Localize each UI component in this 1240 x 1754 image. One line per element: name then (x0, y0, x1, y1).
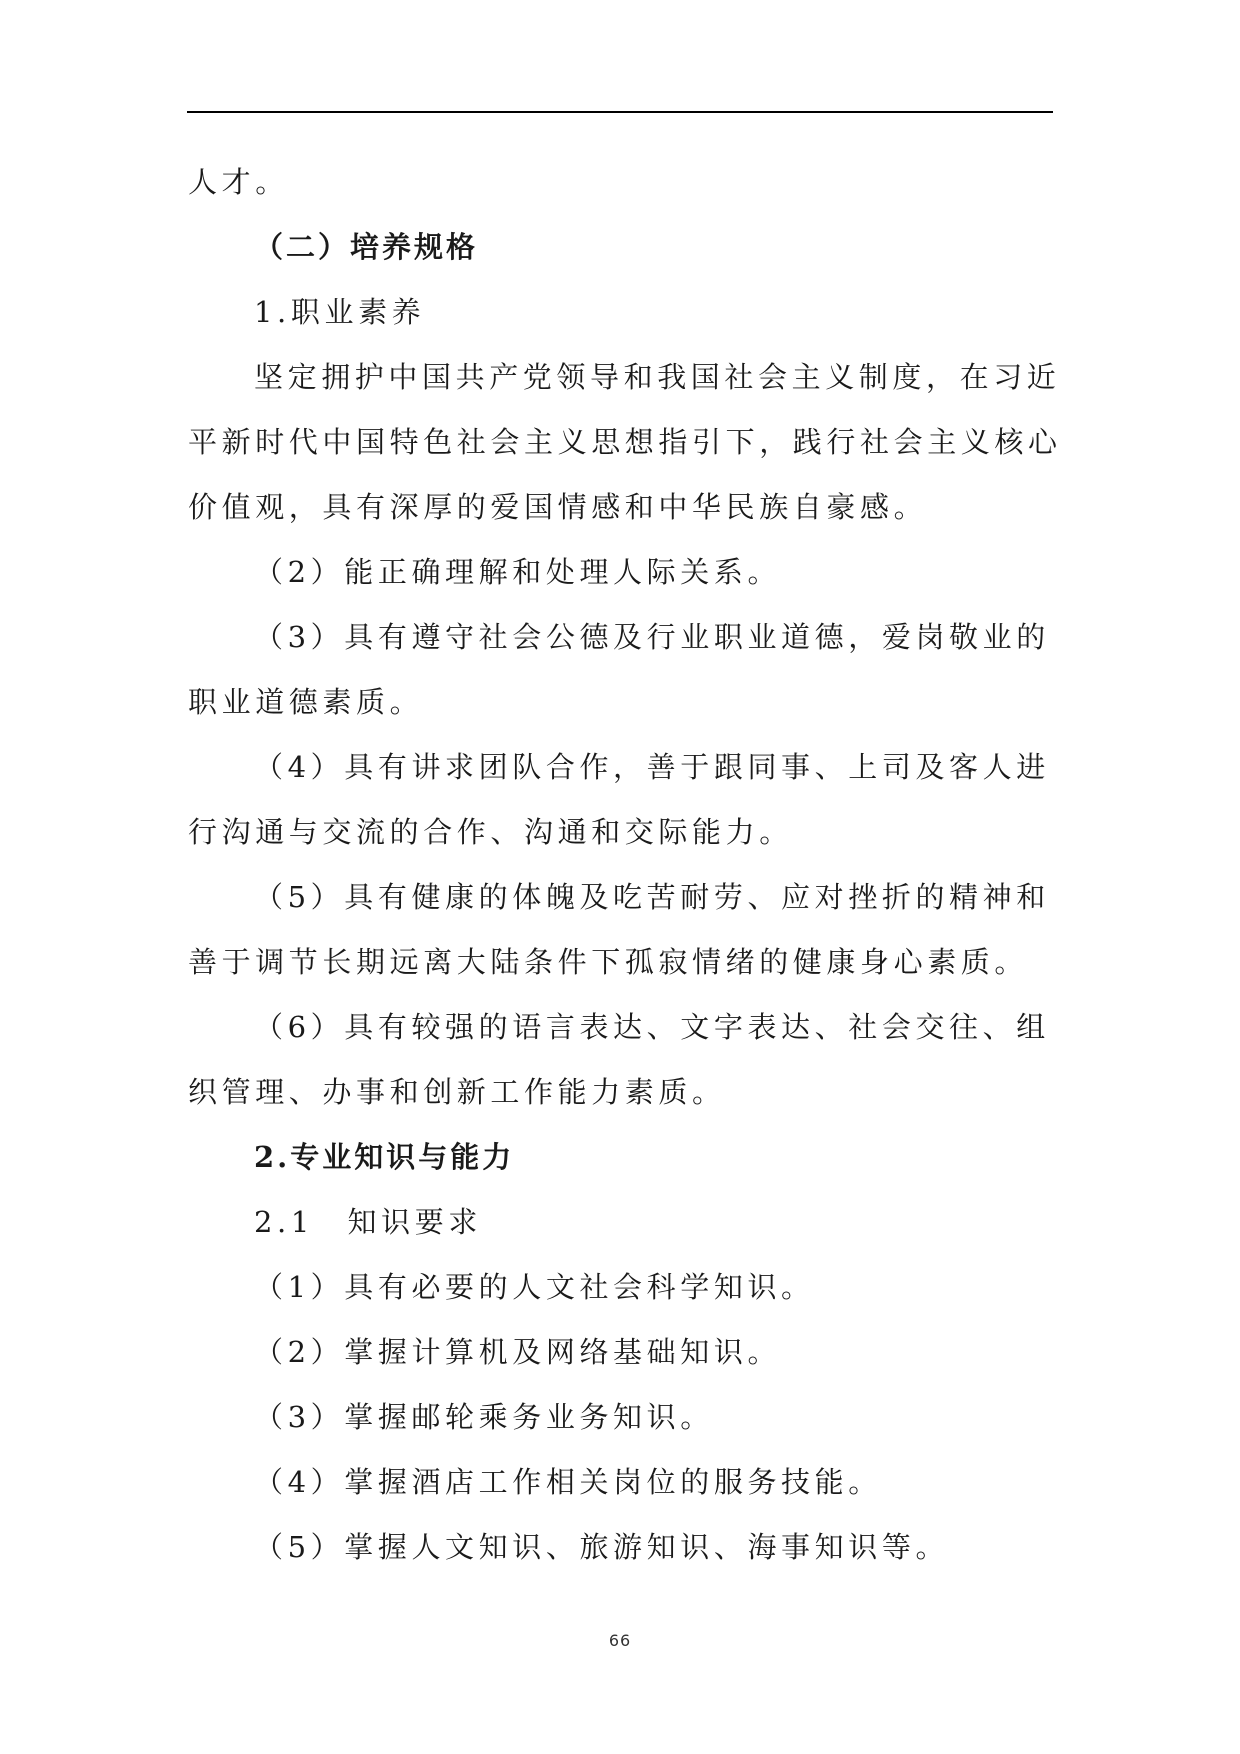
subsection-heading: 2.1 知识要求 (254, 1205, 482, 1239)
body-text (188, 150, 1062, 1580)
page-number: 66 (608, 1631, 632, 1650)
paragraph-line: 职业道德素质。 (188, 685, 424, 719)
list-item: （4）具有讲求团队合作，善于跟同事、上司及客人进 (254, 750, 1050, 784)
paragraph-line: 坚定拥护中国共产党领导和我国社会主义制度，在习近 (254, 360, 1061, 394)
list-item: （4）掌握酒店工作相关岗位的服务技能。 (254, 1465, 882, 1499)
list-item: （5）具有健康的体魄及吃苦耐劳、应对挫折的精神和 (254, 880, 1050, 914)
paragraph-line: 价值观，具有深厚的爱国情感和中华民族自豪感。 (188, 490, 928, 524)
subsection-heading: 1.职业素养 (254, 295, 426, 329)
paragraph-line: 平新时代中国特色社会主义思想指引下，践行社会主义核心 (188, 425, 1062, 459)
list-item: （5）掌握人文知识、旅游知识、海事知识等。 (254, 1530, 950, 1564)
paragraph-line: 善于调节长期远离大陆条件下孤寂情绪的健康身心素质。 (188, 945, 1029, 979)
paragraph-line: 行沟通与交流的合作、沟通和交际能力。 (188, 815, 793, 849)
paragraph-line: 人才。 (188, 165, 289, 199)
list-item: （3）掌握邮轮乘务业务知识。 (254, 1400, 714, 1434)
header-rule (187, 111, 1053, 113)
list-item: （2）能正确理解和处理人际关系。 (254, 555, 782, 589)
section-heading: （二）培养规格 (254, 230, 479, 264)
list-item: （3）具有遵守社会公德及行业职业道德，爱岗敬业的 (254, 620, 1050, 654)
list-item: （1）具有必要的人文社会科学知识。 (254, 1270, 815, 1304)
subsection-heading: 2.专业知识与能力 (254, 1140, 515, 1174)
list-item: （2）掌握计算机及网络基础知识。 (254, 1335, 782, 1369)
list-item: （6）具有较强的语言表达、文字表达、社会交往、组 (254, 1010, 1050, 1044)
paragraph-line: 织管理、办事和创新工作能力素质。 (188, 1075, 726, 1109)
